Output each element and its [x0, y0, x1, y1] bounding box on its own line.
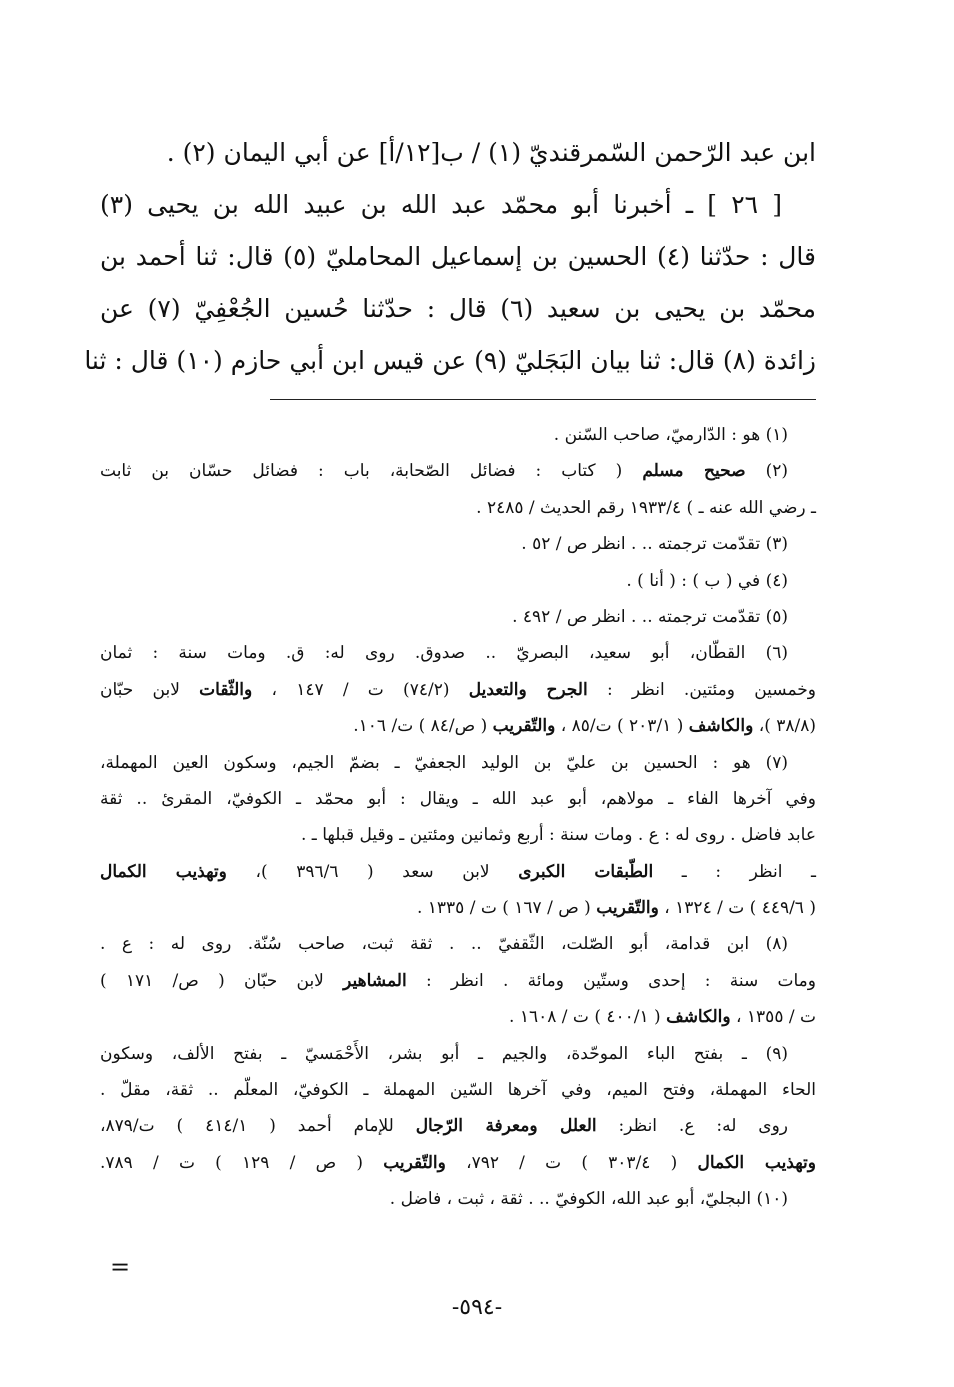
continuation-mark: =: [110, 1253, 131, 1281]
footnote-text: لابن سعد ( ٣٩٦/٦ )،: [255, 861, 490, 882]
footnote-text: (٧٤/٢) ت / ١٤٧ ،: [271, 679, 450, 700]
footnote: ـ رضي الله عنه ـ ) ١٩٣٣/٤ رقم الحديث / ٢٤٨٥ .: [476, 497, 816, 518]
footnote: [100, 999, 816, 1035]
footnote-text: ( ص/٨٤ ) ت/ ١٠٦.: [353, 716, 488, 737]
footnote-text: ( ص / ١٢٩ ) ت / ٧٨٩.: [100, 1152, 363, 1173]
footnote-text: ( ص / ١٦٧ ) ت / ١٣٣٥ .: [416, 898, 591, 919]
book-title: المشاهير: [343, 970, 407, 991]
footnote-text: ( ٢٠٣/١ ) ت/٨٥ ،: [560, 716, 684, 737]
footnote: (٥) تقدّمت ترجمته .. . انظر ص / ٤٩٢ .: [512, 606, 788, 627]
footnote-text: ( ٣٠٣/٤ ) ت / ٧٩٢،: [466, 1152, 678, 1173]
footnote-text: ( ٤٠٠/١ ) ت / ١٦٠٨ .: [509, 1007, 661, 1028]
footnote: [100, 1108, 816, 1144]
footnote: [100, 1145, 816, 1181]
footnote: وفي آخرها الفاء ـ مولاهم، أبو عبد الله ـ ويقال : أبو محمّد ـ الكوفيّ، المقرئ .. ثقة: [100, 788, 816, 809]
footnotes: [100, 417, 816, 1218]
footnote: [100, 672, 816, 708]
footnote: عابد فاضل . روى له : ع . ومات سنة : أربع وثمانين ومئتين ـ وقيل قبلها ـ .: [301, 825, 816, 846]
main-line: زائدة (٨) قال: ثنا بيان البَجَليّ (٩) عن قيس ابن أبي حازم (١٠) قال : ثنا: [84, 346, 816, 375]
footnote: الحاء المهملة، وفتح الميم، وفي آخرها السّين المهملة ـ الكوفيّ، المعلّم .. ثقة، مقلّ .: [100, 1080, 816, 1101]
main-line: قال : حدّثنا (٤) الحسين بن إسماعيل المحامليّ (٥) قال: ثنا أحمد بن: [100, 242, 816, 271]
book-title: وتهذيب الكمال: [697, 1152, 816, 1173]
footnote-text: ومات سنة : إحدى وستّين ومائة . انظر :: [425, 970, 816, 991]
footnote: (١) هو : الدّارميّ، صاحب السّنن .: [553, 425, 788, 445]
footnote: [100, 854, 816, 890]
footnote: (٨) ابن قدامة، أبو الصّلت، الثّقفيّ .. . ثقة ثبت، صاحب سُنّة. روى له : ع .: [100, 934, 788, 955]
footnote: [100, 453, 816, 489]
footnote: (٤) في ( ب ) : ( أنا ) .: [626, 570, 788, 591]
footnote: [100, 963, 816, 999]
footnote-text: لابن حبّان ( ص/ ١٧١ ): [100, 970, 324, 991]
footnote-text: لابن حبّان: [100, 679, 180, 700]
book-title: والكاشف: [688, 716, 754, 737]
footnote-text: للإمام أحمد ( ٤١٤/١ ) ت/٨٧٩،: [100, 1116, 394, 1137]
main-line: [ ٢٦ ] ـ أخبرنا أبو محمّد عبد الله بن عبيد الله بن يحيى (٣): [100, 190, 783, 219]
book-title: صحيح مسلم: [642, 461, 746, 482]
footnote: (٩) ـ بفتح الباء الموحّدة، والجيم ـ أبو بشر، الأَحْمَسيّ ـ بفتح الألف، وسكون: [100, 1043, 788, 1064]
footnote: (٦) القطّان، أبو سعيد، البصريّ .. صدوق. روى له: ق. ومات سنة : ثمان: [100, 643, 788, 664]
footnote-text: ( كتاب : فضائل الصّحابة، باب : فضائل حسّان بن ثابت: [100, 461, 623, 482]
footnote-separator: [270, 399, 816, 400]
main-text: [84, 127, 816, 387]
footnote-text: (٣٨/٨ )،: [758, 716, 816, 737]
footnote-text: وخمسين ومئتين. انظر :: [606, 679, 817, 700]
page-number: -٥٩٤-: [451, 1295, 503, 1320]
footnote: (٧) هو : الحسين بن عليّ بن الوليد الجعفيّ ـ بضمّ الجيم، وسكون العين المهملة،: [100, 752, 788, 773]
footnote: (١٠) البجليّ، أبو عبد الله، الكوفيّ .. . ثقة ، ثبت ، فاضل .: [389, 1189, 788, 1210]
book-title: والتّقريب: [596, 898, 659, 919]
footnote-text: ( ٤٤٩/٦ ) ت / ١٣٢٤ ،: [664, 898, 816, 919]
book-title: الجرح والتعديل: [468, 679, 588, 700]
footnote: (٣) تقدّمت ترجمته .. . انظر ص / ٥٢ .: [521, 534, 788, 555]
footnote-text: (٢): [765, 461, 788, 482]
book-title: والتّقريب: [492, 716, 556, 737]
book-title: والتّقريب: [383, 1152, 446, 1173]
footnote-text: ت / ١٣٥٥ ،: [736, 1007, 816, 1028]
main-line: محمّد بن يحيى بن سعيد (٦) قال : حدّثنا حُسين الجُعْفِيّ (٧) عن: [100, 294, 816, 323]
footnote: [100, 708, 816, 744]
book-title: العلل ومعرفة الرّجال: [415, 1116, 597, 1137]
footnote: [100, 890, 816, 926]
book-title: والكاشف: [666, 1007, 731, 1028]
footnote-text: ـ انظر : ـ: [681, 861, 817, 882]
book-title: وتهذيب الكمال: [100, 861, 227, 882]
book-title: والثّقات: [199, 679, 253, 700]
book-title: الطّبقات الكبرى: [518, 861, 654, 882]
footnote-text: روى له: ع. انظر:: [618, 1116, 789, 1137]
main-line: ابن عبد الرّحمن السّمرقنديّ (١) / ب[١٢/أ] عن أبي اليمان (٢) .: [166, 138, 816, 167]
